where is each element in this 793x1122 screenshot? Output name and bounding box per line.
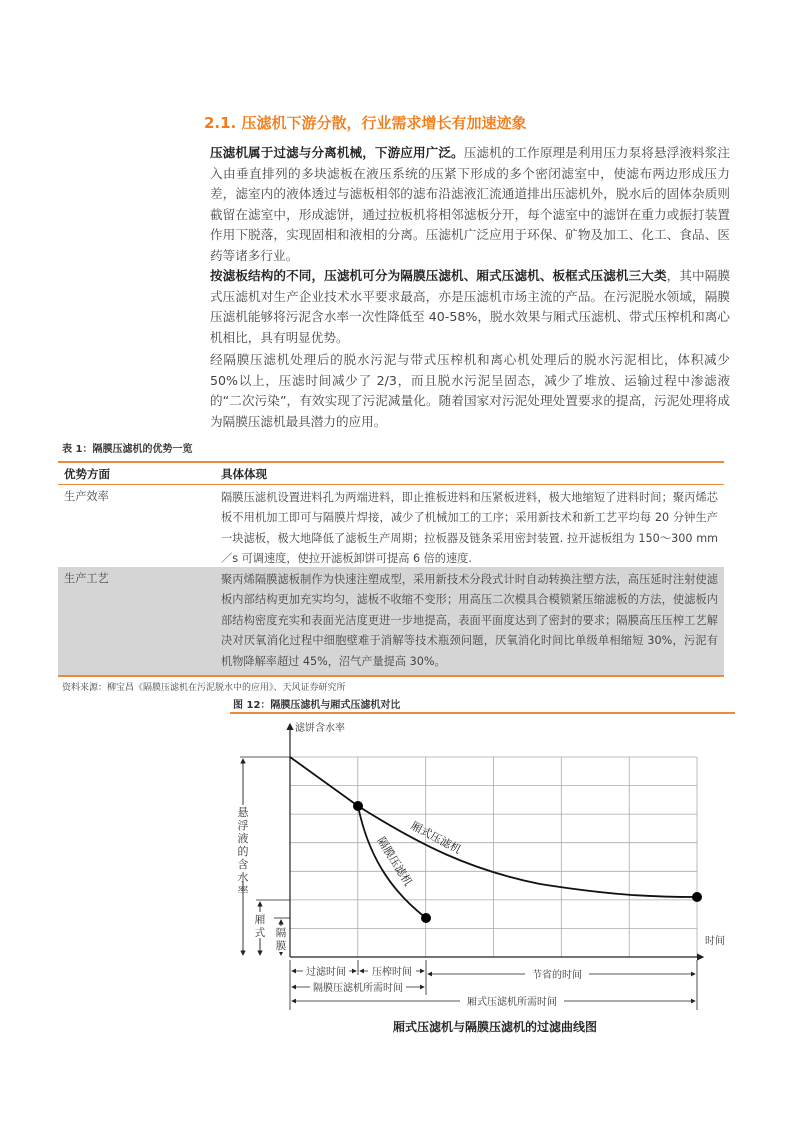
svg-text:式: 式 <box>254 927 266 939</box>
time-span-label: 隔膜压滤机所需时间 <box>313 983 403 994</box>
chamber-final-label <box>255 914 266 939</box>
table-top-rule <box>58 461 724 463</box>
section-title: 2.1. 压滤机下游分散，行业需求增长有加速迹象 <box>204 114 527 132</box>
paragraph-1 <box>210 143 730 267</box>
svg-text:含: 含 <box>237 858 249 871</box>
paragraph-3 <box>210 350 730 432</box>
table-caption: 表 1：隔膜压滤机的优势一览 <box>62 444 193 455</box>
y-axis-label: 滤饼含水率 <box>295 723 345 734</box>
diaphragm-curve-label: 隔膜压滤机 <box>374 834 415 889</box>
table-header-detail: 具体体现 <box>221 467 267 481</box>
chamber-curve-label: 厢式压滤机 <box>408 819 464 857</box>
time-span-label: 节省的时间 <box>532 970 582 981</box>
svg-text:悬: 悬 <box>237 806 249 819</box>
paragraph-1-lead: 压滤机属于过滤与分离机械，下游应用广泛。 <box>210 145 464 160</box>
diaphragm-end-marker <box>421 913 431 923</box>
paragraph-2 <box>210 266 730 348</box>
paragraph-2-lead: 按滤板结构的不同，压滤机可分为隔膜压滤机、厢式压滤机、板框式压滤机三大类 <box>210 268 667 283</box>
table-row <box>58 485 724 567</box>
svg-text:率: 率 <box>237 884 249 897</box>
svg-text:水: 水 <box>237 871 249 884</box>
svg-text:厢: 厢 <box>254 914 266 926</box>
table-cell-detail: 聚丙烯隔膜滤板制作为快速注塑成型，采用新技术分段式计时自动转换注塑方法，高压延时注射使滤板内部结构更加充实均匀，滤板不收缩不变形；用高压二次模具合模锁紧压缩滤板的方法，使滤板内部结构密度充实和表面光洁度更进一步地提高，表面平面度达到了密封的要求；隔膜高压压榨工艺解决对厌氧消化过程中细胞壁难于消解等技术瓶颈问题，厌氧消化时间比单级单相缩短 30%，污泥有机物降解率超过 45%，沼气产量提高 30%。 <box>221 573 718 668</box>
table-source: 资料来源：柳宝昌《隔膜压滤机在污泥脱水中的应用》、天风证券研究所 <box>62 683 346 693</box>
svg-text:浮: 浮 <box>237 819 249 832</box>
time-span-label: 厢式压滤机所需时间 <box>467 997 557 1008</box>
svg-text:的: 的 <box>237 845 249 858</box>
svg-text:液: 液 <box>237 832 249 845</box>
paragraph-1-body: 压滤机的工作原理是利用压力泵将悬浮液料浆注入由垂直排列的多块滤板在液压系统的压紧下形成的多个密闭滤室中，使滤布两边形成压力差，滤室内的液体透过与滤板相邻的滤布沿滤液汇流通道排出压滤机外，脱水后的固体杂质则截留在滤室中，形成滤饼，通过拉板机将相邻滤板分开，每个滤室中的滤饼在重力或振打装置作用下脱落，实现固相和液相的分离。压滤机广泛应用于环保、矿物及加工、化工、食品、医药等诸多行业。 <box>210 145 731 263</box>
chart-axes <box>237 724 703 957</box>
paragraph-3-body: 经隔膜压滤机处理后的脱水污泥与带式压榨机和离心机处理后的脱水污泥相比，体积减少 50%以上，压滤时间减少了 2/3，而且脱水污泥呈固态，减少了堆放、运输过程中渗滤液的“二次污染”，有效实现了污泥减量化。随着国家对污泥处理处置要求的提高，污泥处理将成为隔膜压滤机最具潜力的应用。 <box>210 352 730 429</box>
table-cell-detail: 隔膜压滤机设置进料孔为两端进料，即止推板进料和压紧板进料，极大地缩短了进料时间；聚丙烯芯板不用机加工即可与隔膜片焊接，减少了机械加工的工序；采用新技术和新工艺平均每 20 分钟生产一块滤板，极大地降低了滤板生产周期；拉板器及链条采用密封装置. 拉开滤板组为 150～300 mm／s 可调速度，使拉开滤板卸饼可提高 6 倍的速度. <box>221 491 718 566</box>
chamber-end-marker <box>692 892 702 902</box>
diaphragm-final-label <box>276 927 287 952</box>
filtration-curve-chart <box>230 714 735 1044</box>
table-cell-aspect: 生产效率 <box>64 490 109 503</box>
svg-text:隔: 隔 <box>275 927 287 939</box>
table-row <box>58 567 724 675</box>
junction-marker <box>353 801 363 811</box>
table-cell-aspect: 生产工艺 <box>64 572 109 585</box>
chart-grid <box>290 757 697 957</box>
table-header-aspect: 优势方面 <box>64 467 110 481</box>
svg-text:膜: 膜 <box>275 940 287 952</box>
x-axis-label: 时间 <box>705 936 725 947</box>
time-span-label: 压榨时间 <box>372 967 412 978</box>
time-span-label: 过滤时间 <box>306 967 346 978</box>
paragraph-2-body: ，其中隔膜式压滤机对生产企业技术水平要求最高，亦是压滤机市场主流的产品。在污泥脱水领域，隔膜压滤机能够将污泥含水率一次性降低至 40-58%，脱水效果与厢式压滤机、带式压榨机和离心机相比，具有明显优势。 <box>210 268 731 345</box>
total-range-label <box>238 806 250 897</box>
chart-title: 厢式压滤机与隔膜压滤机的过滤曲线图 <box>392 1020 598 1034</box>
table-bottom-rule <box>58 675 724 677</box>
figure-caption: 图 12：隔膜压滤机与厢式压滤机对比 <box>233 700 401 711</box>
